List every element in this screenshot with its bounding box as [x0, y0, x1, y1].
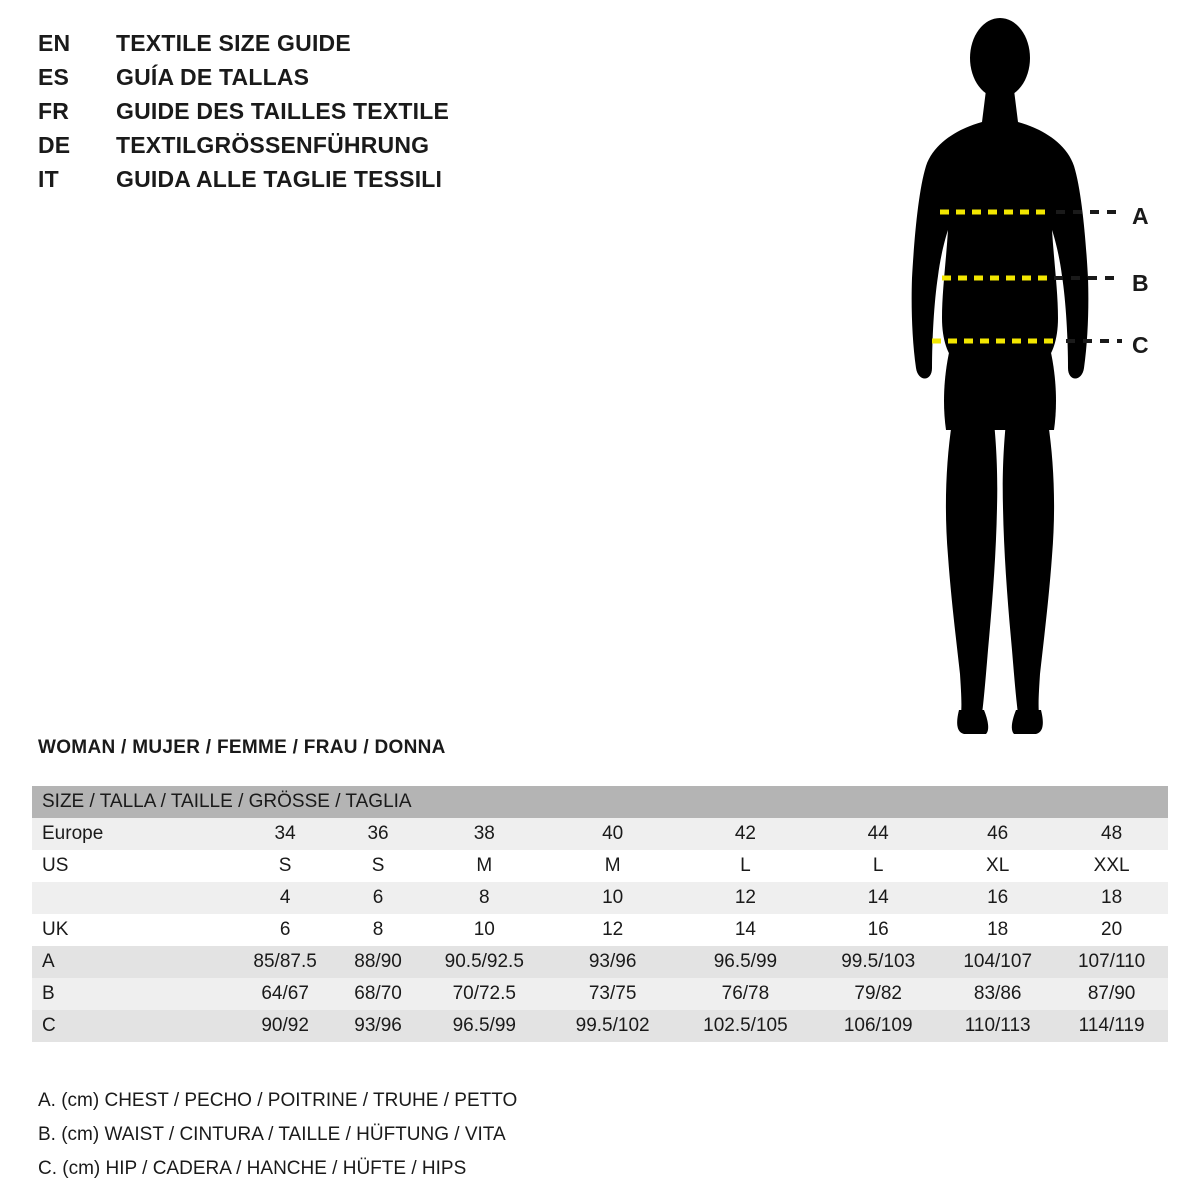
footnote-b: B. (cm) WAIST / CINTURA / TAILLE / HÜFTUNG / VITA — [38, 1124, 506, 1145]
cell: 12 — [734, 887, 756, 908]
cell: 42 — [734, 823, 756, 844]
measurement-label-a: A — [1132, 203, 1149, 229]
title-lang-it: IT — [38, 166, 59, 192]
cell: 99.5/102 — [575, 1015, 650, 1036]
cell: 4 — [279, 887, 291, 908]
table-header-row — [32, 786, 1168, 818]
table-row — [32, 914, 1168, 946]
title-text-en: TEXTILE SIZE GUIDE — [116, 30, 351, 56]
cell: 10 — [473, 919, 495, 940]
title-text-de: TEXTILGRÖSSENFÜHRUNG — [116, 132, 430, 158]
cell: 90/92 — [261, 1015, 309, 1036]
cell: XXL — [1093, 855, 1130, 876]
footnote-c: C. (cm) HIP / CADERA / HANCHE / HÜFTE / HIPS — [38, 1158, 467, 1179]
cell: 8 — [478, 887, 490, 908]
measurement-figure — [860, 10, 1190, 740]
row-label-a: A — [42, 951, 55, 972]
title-block — [38, 30, 598, 200]
cell: 114/119 — [1078, 1015, 1145, 1036]
table-row — [32, 946, 1168, 978]
table-row — [32, 850, 1168, 882]
cell: 16 — [987, 887, 1009, 908]
title-lang-fr: FR — [38, 98, 70, 124]
table-row — [32, 882, 1168, 914]
cell: 68/70 — [354, 983, 402, 1004]
cell: 70/72.5 — [452, 983, 516, 1004]
cell: 46 — [987, 823, 1009, 844]
cell: S — [371, 855, 385, 876]
cell: 83/86 — [973, 983, 1022, 1004]
row-label-b: B — [42, 983, 55, 1004]
cell: 14 — [734, 919, 756, 940]
footnote-a: A. (cm) CHEST / PECHO / POITRINE / TRUHE / PETTO — [38, 1090, 518, 1111]
title-text-fr: GUIDE DES TAILLES TEXTILE — [116, 98, 449, 124]
title-lang-de: DE — [38, 132, 71, 158]
cell: 36 — [367, 823, 389, 844]
cell: 8 — [372, 919, 384, 940]
cell: 104/107 — [963, 951, 1033, 972]
cell: 14 — [867, 887, 889, 908]
cell: 107/110 — [1077, 951, 1146, 972]
cell: 90.5/92.5 — [444, 951, 524, 972]
title-row-en — [38, 30, 598, 62]
cell: 16 — [867, 919, 889, 940]
cell: 18 — [1101, 887, 1123, 908]
title-text-es: GUÍA DE TALLAS — [116, 64, 310, 90]
measurement-label-b: B — [1132, 270, 1149, 296]
cell: 99.5/103 — [841, 951, 916, 972]
title-lang-es: ES — [38, 64, 70, 90]
cell: 10 — [602, 887, 624, 908]
row-label-us-numeric — [32, 882, 232, 914]
cell: 96.5/99 — [452, 1015, 516, 1036]
cell: M — [476, 855, 493, 876]
cell: 20 — [1101, 919, 1123, 940]
cell: 6 — [279, 919, 291, 940]
size-table — [32, 786, 1168, 1042]
cell: 110/113 — [964, 1015, 1031, 1036]
cell: 96.5/99 — [713, 951, 778, 972]
cell: 12 — [602, 919, 624, 940]
cell: 76/78 — [721, 983, 770, 1004]
cell: 73/75 — [588, 983, 637, 1004]
cell: 34 — [274, 823, 296, 844]
cell: S — [278, 855, 292, 876]
cell: 93/96 — [354, 1015, 402, 1036]
cell: 6 — [372, 887, 384, 908]
title-row-es — [38, 64, 598, 96]
cell: 48 — [1101, 823, 1123, 844]
cell: 93/96 — [588, 951, 637, 972]
row-label-europe: Europe — [42, 823, 104, 844]
row-label-uk: UK — [42, 919, 69, 940]
title-row-de — [38, 132, 598, 164]
table-header-label: SIZE / TALLA / TAILLE / GRÖSSE / TAGLIA — [42, 791, 412, 812]
cell: XL — [986, 855, 1010, 876]
cell: 85/87.5 — [253, 951, 317, 972]
cell: 40 — [602, 823, 624, 844]
title-lang-en: EN — [38, 30, 71, 56]
cell: L — [740, 855, 751, 876]
row-label-us: US — [42, 855, 69, 876]
title-row-fr — [38, 98, 598, 130]
cell: 102.5/105 — [703, 1015, 788, 1036]
measurement-label-c: C — [1132, 332, 1149, 358]
woman-silhouette-icon — [860, 10, 1190, 740]
cell: M — [604, 855, 621, 876]
cell: 87/90 — [1087, 983, 1136, 1004]
cell: 44 — [867, 823, 889, 844]
title-row-it — [38, 166, 598, 198]
section-heading-woman: WOMAN / MUJER / FEMME / FRAU / DONNA — [38, 737, 446, 758]
cell: 88/90 — [354, 951, 402, 972]
table-row — [32, 818, 1168, 850]
cell: 79/82 — [854, 983, 902, 1004]
row-label-c: C — [42, 1015, 56, 1036]
cell: 38 — [473, 823, 495, 844]
cell: 64/67 — [261, 983, 309, 1004]
cell: 18 — [987, 919, 1009, 940]
cell: 106/109 — [843, 1015, 913, 1036]
table-row — [32, 1010, 1168, 1042]
table-row — [32, 978, 1168, 1010]
cell: L — [872, 855, 884, 876]
footnotes — [38, 1090, 517, 1192]
title-text-it: GUIDA ALLE TAGLIE TESSILI — [116, 166, 443, 192]
